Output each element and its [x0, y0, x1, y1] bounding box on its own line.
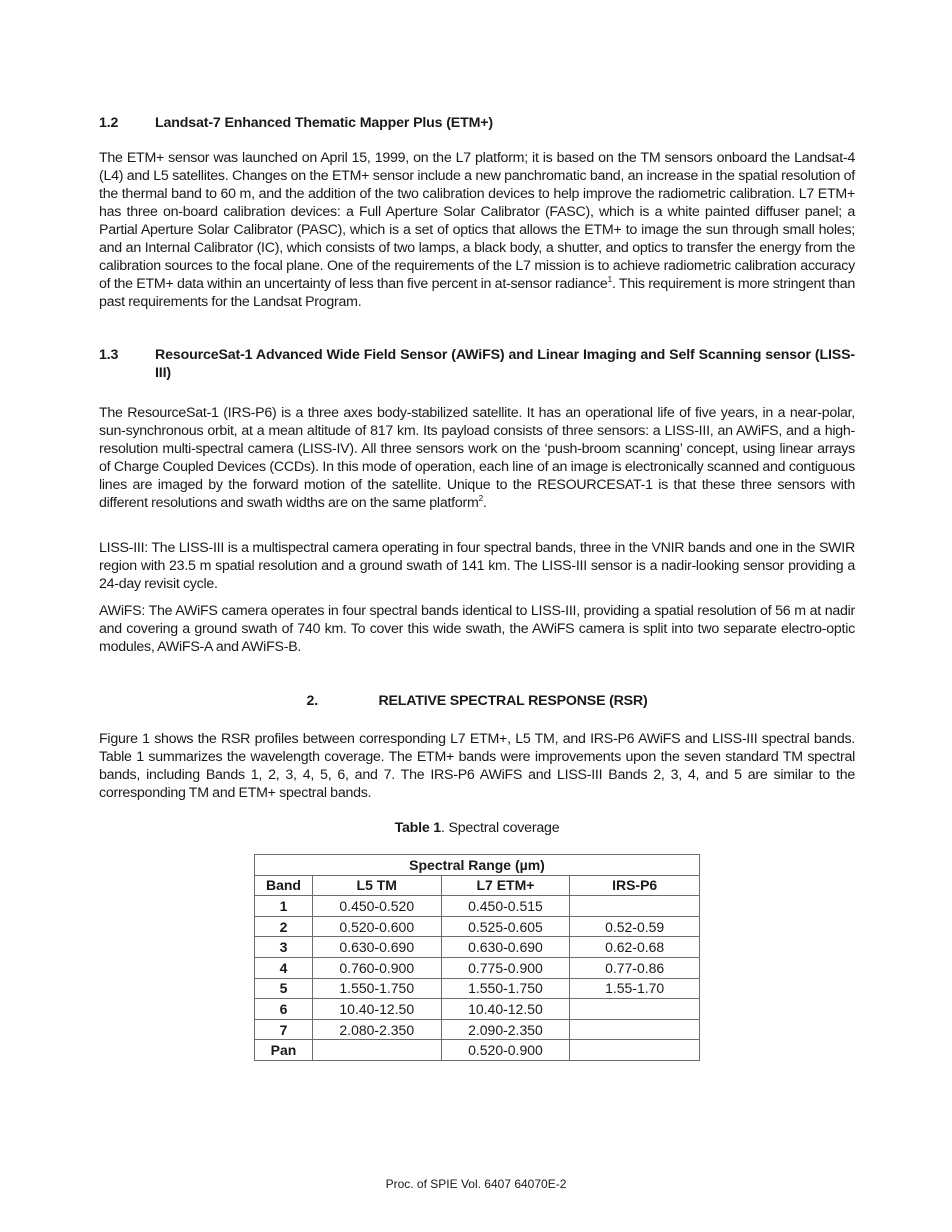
- table-row: [255, 896, 700, 917]
- table-row: [255, 916, 700, 937]
- footnote-ref: 1: [607, 274, 612, 284]
- table-row: [255, 957, 700, 978]
- range-cell: [570, 1019, 700, 1040]
- section-2-heading: [99, 692, 855, 710]
- spectral-coverage-table: [254, 854, 700, 1061]
- resourcesat-paragraph: [99, 404, 855, 512]
- table-row: [255, 999, 700, 1020]
- paragraph-text: The ETM+ sensor was launched on April 15, 1999, on the L7 platform; it is based on the TM sensors onboard the Landsat-4 (L4) and L5 satellites. Changes on the ETM+ sensor include a new panchromatic band, an increase in the spatial resolution of the thermal band to 60 m, and the addition of the two calibration devices to help improve the radiometric calibration. L7 ETM+ has three on-board calibration devices: a Full Aperture Solar Calibrator (FASC), which is a white painted diffuser panel; a Partial Aperture Solar Calibrator (PASC), which is a set of optics that allows the ETM+ to image the sun through small holes; and an Internal Calibrator (IC), which consists of two lamps, a black body, a shutter, and optics to transfer the energy from the calibration sources to the focal plane. One of the requirements of the L7 mission is to achieve radiometric calibration accuracy of the ETM+ data within an uncertainty of less than five percent in at-sensor radiance: [99, 150, 855, 292]
- range-cell: 0.52-0.59: [570, 916, 700, 937]
- column-header: L5 TM: [312, 875, 441, 896]
- range-cell: [570, 896, 700, 917]
- paragraph-tail: .: [483, 495, 487, 511]
- band-cell: 2: [255, 916, 313, 937]
- rsr-paragraph: Figure 1 shows the RSR profiles between corresponding L7 ETM+, L5 TM, and IRS-P6 AWiFS and LISS-III spectral bands. Table 1 summarizes the wavelength coverage. The ETM+ bands were improvements upon the seven standard TM spectral bands, including Bands 1, 2, 3, 4, 5, 6, and 7. The IRS-P6 AWiFS and LISS-III Bands 2, 3, 4, and 5 are similar to the corresponding TM and ETM+ spectral bands.: [99, 731, 855, 801]
- band-cell: Pan: [255, 1040, 313, 1061]
- table-row: [255, 1040, 700, 1061]
- section-number: 2.: [306, 693, 318, 709]
- section-1-3-heading: [99, 346, 855, 382]
- range-cell: 0.525-0.605: [441, 916, 570, 937]
- awifs-paragraph: AWiFS: The AWiFS camera operates in four spectral bands identical to LISS-III, providing a spatial resolution of 56 m at nadir and covering a ground swath of 740 km. To cover this wide swath, the AWiFS camera is split into two separate electro-optic modules, AWiFS-A and AWiFS-B.: [99, 603, 855, 655]
- group-header: Spectral Range (µm): [255, 855, 700, 876]
- paragraph-tail: . This requirement is more stringent than past requirements for the Landsat Program.: [99, 276, 855, 310]
- section-title: ResourceSat-1 Advanced Wide Field Sensor (AWiFS) and Linear Imaging and Self Scanning sensor (LISS-III): [155, 347, 855, 381]
- section-number: 1.2: [99, 115, 119, 131]
- band-cell: 4: [255, 957, 313, 978]
- section-1-2-heading: [99, 114, 855, 132]
- band-cell: 3: [255, 937, 313, 958]
- band-cell: 5: [255, 978, 313, 999]
- column-header: Band: [255, 875, 313, 896]
- range-cell: 0.775-0.900: [441, 957, 570, 978]
- range-cell: [570, 1040, 700, 1061]
- range-cell: 1.550-1.750: [441, 978, 570, 999]
- paragraph-text: The ResourceSat-1 (IRS-P6) is a three axes body-stabilized satellite. It has an operational life of five years, in a near-polar, sun-synchronous orbit, at a mean altitude of 817 km. Its payload consists of three sensors: a LISS-III, an AWiFS, and a high-resolution multi-spectral camera (LISS-IV). All three sensors work on the ‘push-broom scanning’ concept, using linear arrays of Charge Coupled Devices (CCDs). In this mode of operation, each line of an image is electronically scanned and contiguous lines are imaged by the forward motion of the satellite. Unique to the RESOURCESAT-1 is that these three sensors with different resolutions and swath widths are on the same platform: [99, 405, 855, 511]
- range-cell: 1.550-1.750: [312, 978, 441, 999]
- page-footer: Proc. of SPIE Vol. 6407 64070E-2: [385, 1177, 567, 1191]
- caption-text: . Spectral coverage: [441, 820, 560, 836]
- range-cell: 0.520-0.600: [312, 916, 441, 937]
- table-row: [255, 978, 700, 999]
- table-row: [255, 937, 700, 958]
- range-cell: 2.080-2.350: [312, 1019, 441, 1040]
- range-cell: [312, 1040, 441, 1061]
- band-cell: 1: [255, 896, 313, 917]
- range-cell: 0.520-0.900: [441, 1040, 570, 1061]
- column-header: IRS-P6: [570, 875, 700, 896]
- range-cell: 0.62-0.68: [570, 937, 700, 958]
- range-cell: [570, 999, 700, 1020]
- table-header-row: [255, 875, 700, 896]
- etm-paragraph: [99, 149, 855, 311]
- range-cell: 0.450-0.515: [441, 896, 570, 917]
- band-cell: 6: [255, 999, 313, 1020]
- range-cell: 0.77-0.86: [570, 957, 700, 978]
- range-cell: 0.450-0.520: [312, 896, 441, 917]
- caption-label: Table 1: [394, 820, 441, 836]
- table-caption: [99, 819, 855, 837]
- section-title: Landsat-7 Enhanced Thematic Mapper Plus (ETM+): [155, 115, 493, 131]
- liss-paragraph: LISS-III: The LISS-III is a multispectral camera operating in four spectral bands, three in the VNIR bands and one in the SWIR region with 23.5 m spatial resolution and a ground swath of 141 km. The LISS-III sensor is a nadir-looking sensor providing a 24-day revisit cycle.: [99, 540, 855, 592]
- table-row: [255, 1019, 700, 1040]
- range-cell: 10.40-12.50: [312, 999, 441, 1020]
- range-cell: 0.630-0.690: [441, 937, 570, 958]
- table-group-header-row: [255, 855, 700, 876]
- column-header: L7 ETM+: [441, 875, 570, 896]
- section-number: 1.3: [99, 347, 119, 363]
- range-cell: 0.630-0.690: [312, 937, 441, 958]
- range-cell: 0.760-0.900: [312, 957, 441, 978]
- range-cell: 2.090-2.350: [441, 1019, 570, 1040]
- range-cell: 1.55-1.70: [570, 978, 700, 999]
- range-cell: 10.40-12.50: [441, 999, 570, 1020]
- band-cell: 7: [255, 1019, 313, 1040]
- footnote-ref: 2: [478, 493, 484, 503]
- section-title: RELATIVE SPECTRAL RESPONSE (RSR): [378, 693, 648, 709]
